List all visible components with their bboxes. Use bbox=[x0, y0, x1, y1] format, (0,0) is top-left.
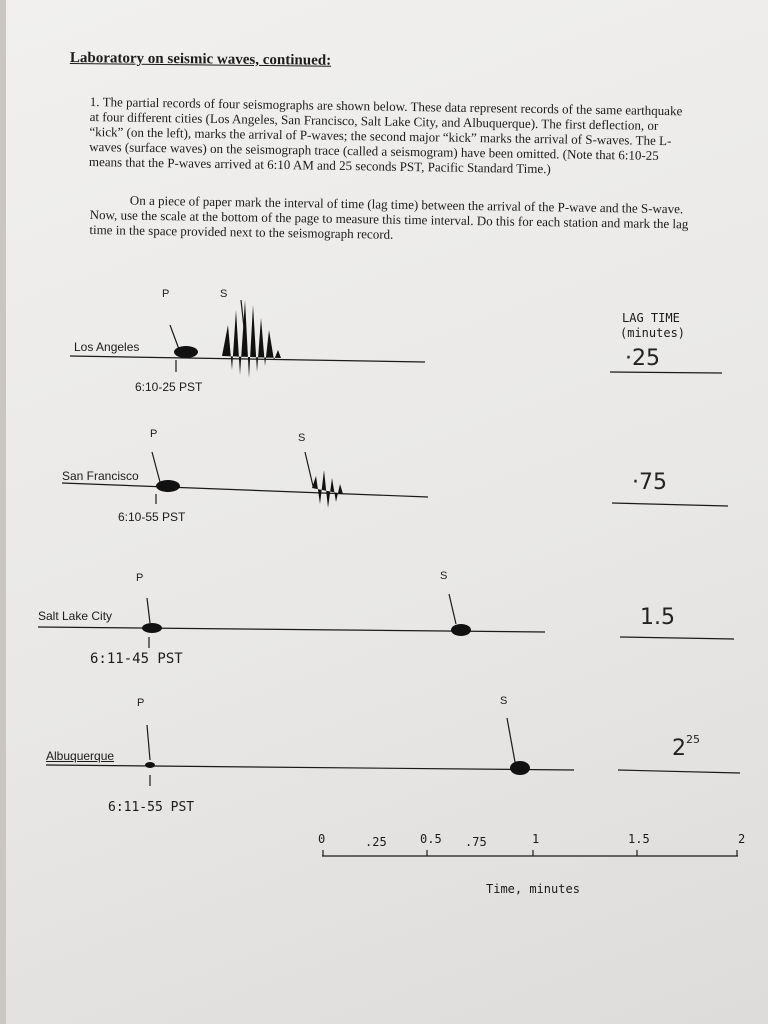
abq-p-kick bbox=[147, 725, 150, 760]
slc-p-kick bbox=[147, 598, 150, 623]
la-s-burst bbox=[222, 300, 281, 378]
lag-time-header: LAG TIME bbox=[622, 311, 680, 325]
scale-tick-075: .75 bbox=[465, 835, 487, 849]
abq-lag-answer: $2^{25}$ bbox=[672, 732, 700, 761]
la-p-label: P bbox=[162, 288, 170, 300]
slc-s-burst bbox=[451, 624, 471, 636]
la-s-label: S bbox=[220, 288, 228, 300]
slc-arrival-time: 6:11-45 PST bbox=[90, 651, 183, 667]
slc-p-burst bbox=[142, 623, 162, 633]
sf-station-name: San Francisco bbox=[62, 469, 139, 483]
sf-arrival-time: 6:10-55 PST bbox=[118, 510, 186, 524]
scale-tick-025: .25 bbox=[365, 835, 387, 849]
abq-p-burst bbox=[145, 762, 155, 768]
abq-lag-superscript: 25 bbox=[686, 732, 700, 746]
scale-axis-label: Time, minutes bbox=[486, 882, 580, 896]
sf-s-kick bbox=[305, 452, 313, 486]
instructions-paragraph-2: On a piece of paper mark the interval of time (lag time) between the arrival of the P-wave and the S-wave. Now, use the scale at the bottom of the page to measure this time interval. Do this for each station and mark the lag time in the space provided next to the seismograph record. bbox=[89, 192, 689, 242]
slc-s-kick bbox=[449, 594, 456, 624]
instructions-paragraph-1: 1. The partial records of four seismographs are shown below. These data represent records of the same earthquake at four different cities (Los Angeles, San Francisco, Salt Lake City, and Albuquerque). The first deflection, or “kick” (on the left), marks the arrival of P-waves; the second major “kick” marks the arrival of S-waves. The L-waves (surface waves) on the seismograph trace (called a seismogram) have been omitted. (Note that 6:10-25 means that the P-waves arrived at 6:10 AM and 25 seconds PST, Pacific Standard Time.) bbox=[88, 94, 683, 177]
abq-s-burst bbox=[510, 761, 530, 775]
sf-baseline bbox=[62, 483, 428, 497]
sf-p-kick bbox=[152, 452, 160, 482]
slc-p-label: P bbox=[136, 572, 144, 584]
lag-time-units: (minutes) bbox=[620, 326, 686, 340]
abq-station-name: Albuquerque bbox=[46, 749, 115, 763]
la-baseline bbox=[70, 356, 425, 362]
scale-tick-15: 1.5 bbox=[628, 832, 650, 846]
scale-tick-2: 2 bbox=[738, 832, 746, 846]
sf-s-label: S bbox=[298, 432, 306, 444]
sf-p-burst bbox=[156, 480, 180, 492]
abq-baseline bbox=[46, 765, 574, 770]
slc-station-name: Salt Lake City bbox=[38, 609, 113, 623]
sf-s-burst bbox=[312, 470, 343, 508]
la-lag-answer: ·25 bbox=[625, 346, 660, 371]
abq-s-kick bbox=[507, 718, 515, 762]
sf-p-label: P bbox=[150, 428, 158, 440]
page-title: Laboratory on seismic waves, continued: bbox=[69, 50, 332, 69]
abq-s-label: S bbox=[500, 695, 508, 707]
la-arrival-time: 6:10-25 PST bbox=[135, 380, 203, 394]
abq-arrival-time: 6:11-55 PST bbox=[108, 800, 195, 815]
abq-p-label: P bbox=[137, 697, 145, 709]
scale-tick-0: 0 bbox=[318, 832, 326, 846]
la-p-burst bbox=[174, 346, 198, 358]
slc-s-label: S bbox=[440, 570, 448, 582]
scale-tick-05: 0.5 bbox=[420, 832, 442, 846]
slc-lag-answer: 1.5 bbox=[640, 605, 675, 630]
scale-tick-1: 1 bbox=[532, 832, 540, 846]
la-station-name: Los Angeles bbox=[74, 340, 140, 354]
sf-lag-answer: ·75 bbox=[632, 470, 667, 495]
